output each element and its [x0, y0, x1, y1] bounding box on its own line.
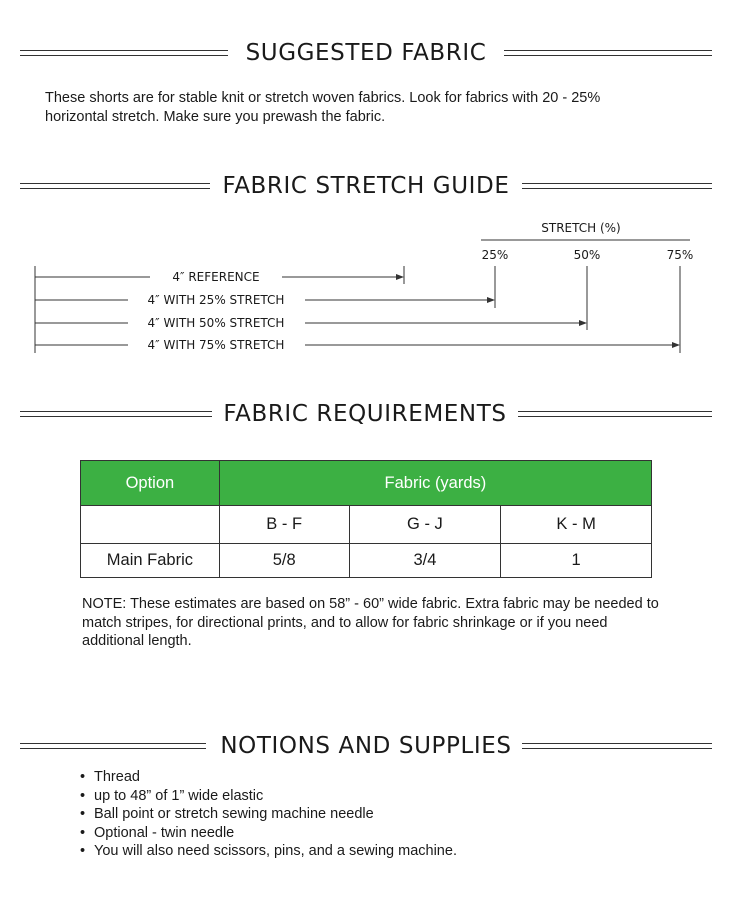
heading-rule-left [20, 743, 206, 749]
stretch-row-label: 4″ REFERENCE [172, 270, 260, 284]
list-item-text: Optional - twin needle [94, 824, 235, 841]
list-item [80, 805, 457, 824]
section-heading-notions [0, 731, 742, 761]
heading-title: FABRIC REQUIREMENTS [223, 401, 507, 427]
size-column-header: K - M [501, 506, 652, 544]
size-column-header: G - J [349, 506, 501, 544]
bullet-icon: • [80, 769, 86, 785]
bullet-icon: • [80, 806, 86, 822]
heading-title: SUGGESTED FABRIC [245, 40, 487, 66]
arrow-head [487, 297, 495, 303]
table-size-row [81, 506, 652, 544]
list-item-text: Ball point or stretch sewing machine needle [94, 806, 374, 822]
header-option: Option [81, 461, 220, 506]
table-header-row [81, 461, 652, 506]
list-item-text: You will also need scissors, pins, and a sewing machine. [94, 843, 457, 859]
list-item [80, 824, 457, 843]
section-heading-stretch-guide [0, 171, 742, 201]
stretch-header-label: STRETCH (%) [541, 221, 621, 235]
list-item [80, 842, 457, 861]
heading-rule-right [504, 50, 712, 56]
stretch-row-label: 4″ WITH 75% STRETCH [147, 338, 285, 352]
arrow-head [579, 320, 587, 326]
stretch-row-label: 4″ WITH 25% STRETCH [147, 293, 285, 307]
list-item-text: Thread [94, 769, 140, 785]
yardage-cell: 1 [501, 544, 652, 578]
heading-rule-right [522, 743, 712, 749]
notions-list [80, 768, 457, 861]
requirements-note: NOTE: These estimates are based on 58” - 60” wide fabric. Extra fabric may be needed to match stripes, for directional prints, and to allow for fabric shrinkage or if you need additional length. [82, 596, 659, 649]
yardage-cell: 5/8 [219, 544, 349, 578]
header-fabric-yards: Fabric (yards) [219, 461, 651, 506]
bullet-icon: • [80, 787, 86, 804]
fabric-requirements-table [80, 460, 652, 578]
suggested-fabric-text: These shorts are for stable knit or stretch woven fabrics. Look for fabrics with 20 - 25% horizontal stretch. Make sure you prewash the fabric. [45, 90, 601, 125]
stretch-tick-label: 25% [481, 248, 509, 262]
heading-rule-right [522, 183, 712, 189]
bullet-icon: • [80, 843, 86, 859]
heading-rule-right [518, 411, 712, 417]
option-cell: Main Fabric [81, 544, 220, 578]
heading-rule-left [20, 411, 212, 417]
yardage-cell: 3/4 [349, 544, 501, 578]
stretch-row-label: 4″ WITH 50% STRETCH [147, 316, 285, 330]
heading-rule-left [20, 50, 228, 56]
bullet-icon: • [80, 824, 86, 841]
empty-cell [81, 506, 220, 544]
list-item [80, 768, 457, 787]
list-item-text: up to 48” of 1” wide elastic [94, 787, 264, 804]
stretch-tick-label: 50% [573, 248, 601, 262]
heading-title: NOTIONS AND SUPPLIES [220, 733, 512, 759]
arrow-head [396, 274, 404, 280]
size-column-header: B - F [219, 506, 349, 544]
heading-rule-left [20, 183, 210, 189]
list-item [80, 787, 457, 806]
stretch-tick-label: 75% [666, 248, 694, 262]
section-heading-suggested-fabric [0, 38, 742, 68]
heading-title: FABRIC STRETCH GUIDE [222, 173, 510, 199]
stretch-guide-diagram [0, 215, 742, 360]
table-row [81, 544, 652, 578]
section-heading-requirements [0, 399, 742, 429]
arrow-head [672, 342, 680, 348]
